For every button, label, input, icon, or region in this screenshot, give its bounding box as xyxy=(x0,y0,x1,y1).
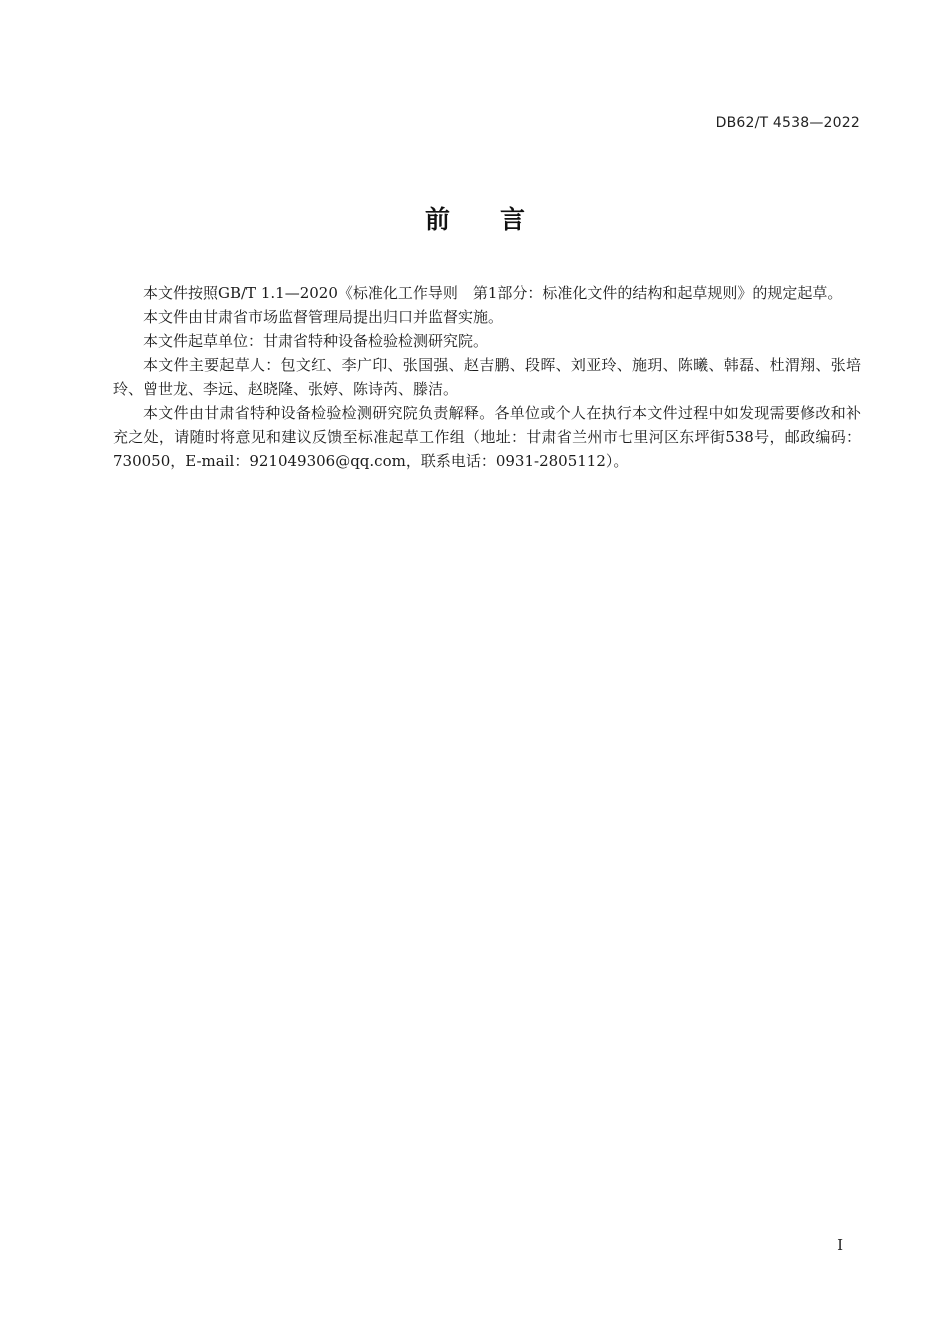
page-number: I xyxy=(837,1236,843,1254)
foreword-body xyxy=(113,281,861,473)
paragraph-drafting-rules: 本文件按照GB/T 1.1—2020《标准化工作导则 第1部分：标准化文件的结构和起草规则》的规定起草。 xyxy=(143,284,843,302)
paragraph-drafters: 本文件主要起草人：包文红、李广印、张国强、赵吉鹏、段晖、刘亚玲、施玥、陈曦、韩磊、杜渭翔、张培玲、曾世龙、李远、赵晓隆、张婷、陈诗芮、滕洁。 xyxy=(113,356,861,398)
paragraph-proposer: 本文件由甘肃省市场监督管理局提出归口并监督实施。 xyxy=(143,308,504,326)
paragraph-drafting-unit: 本文件起草单位：甘肃省特种设备检验检测研究院。 xyxy=(143,332,489,350)
paragraph-interpretation-contact: 本文件由甘肃省特种设备检验检测研究院负责解释。各单位或个人在执行本文件过程中如发现需要修改和补充之处，请随时将意见和建议反馈至标准起草工作组（地址：甘肃省兰州市七里河区东坪街538号，邮政编码：730050，E-mail：921049306@qq.com，联系电话：0931-2805112）。 xyxy=(113,404,861,470)
page-title: 前言 xyxy=(424,205,575,234)
document-code: DB62/T 4538—2022 xyxy=(715,115,860,131)
